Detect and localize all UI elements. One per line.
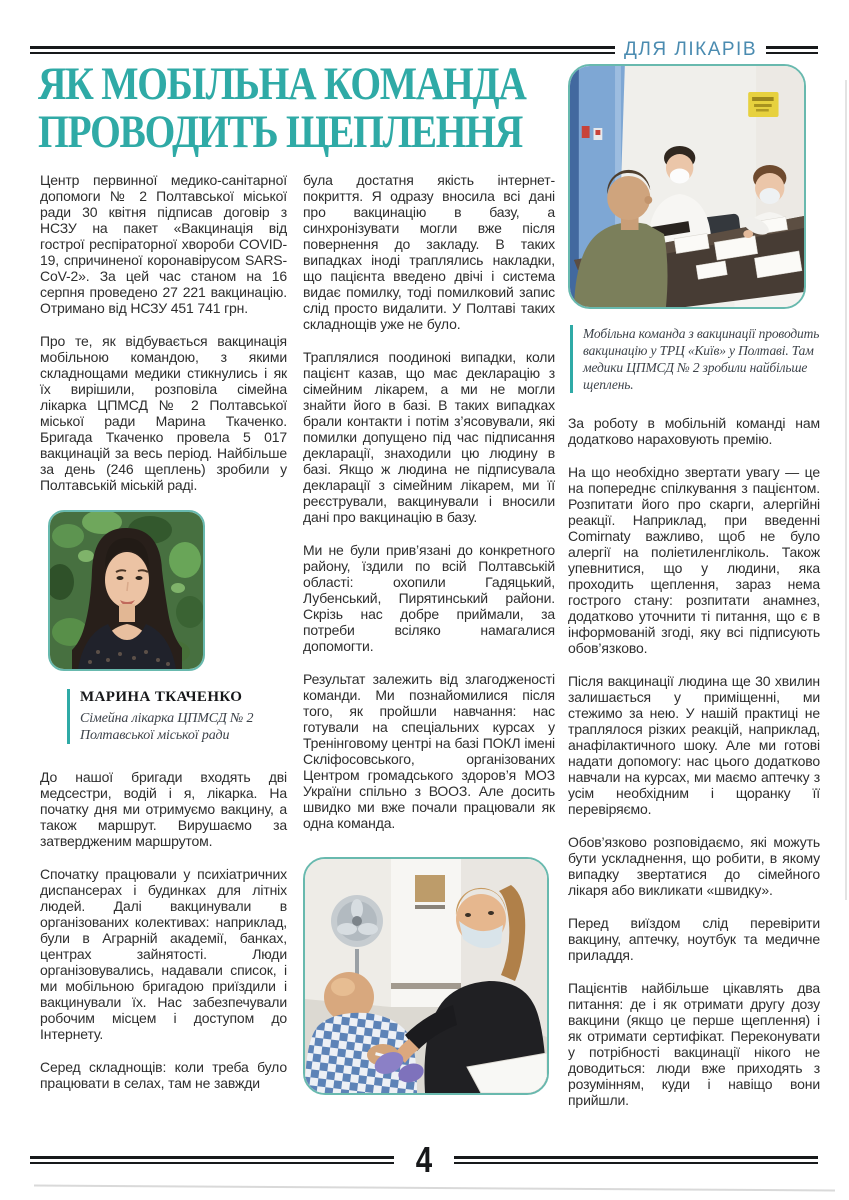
paragraph: Ми не були прив’язані до конкретного району, їздили по всій Полтавській області: охопили Гадяцький, Лубенський, Пирятинський райони. Скрізь нас добре приймали, за потреби всіляко намагалися допомогти. (303, 542, 555, 654)
article-title (38, 60, 526, 156)
column-center (303, 172, 555, 1095)
paragraph: За роботу в мобільній команді нам додатково нараховують премію. (568, 415, 820, 447)
paragraph: До нашої бригади входять дві медсестри, водій і я, лікарка. На початку дня ми отримуємо вакцину, а також маршрут. Вирушаємо за затвердженим маршрутом. (40, 769, 287, 849)
header-rule-right (766, 46, 818, 54)
paragraph: Центр первинної медико-санітарної допомоги № 2 Полтавської міської ради 30 квітня підписав договір з НСЗУ на пакет «Вакцинація від гострої респіраторної хвороби COVID-19, спричиненої коронавірусом SARS-CoV-2». За цей час станом на 16 серпня проведено 27 221 вакцинацію. Отримано від НСЗУ 451 741 грн. (40, 172, 287, 316)
section-label: ДЛЯ ЛІКАРІВ (624, 39, 757, 60)
photo-caption: Мобільна команда з вакцинації проводить вакцинацію у ТРЦ «Київ» у Полтаві. Там медики ЦПМСД № 2 зробили найбільше щеплень. (570, 325, 820, 393)
paragraph: Траплялися поодинокі випадки, коли пацієнт казав, що має декларацію з сімейним лікарем, а ми не могли знайти його в базі. В таких випадках брали контакти і потім з’ясовували, які помилки допущено під час підписання декларації, знаходили цю людину в базі. Якщо ж людина не підписувала декларації з сімейним лікарем, ми її реєстрували, вакцинували і вносили дані про вакцинацію в базу. (303, 349, 555, 525)
paragraph: була достатня якість інтернет-покриття. Я одразу вносила всі дані про вакцинацію в базу, а синхронізувати могли вже після повернення до закладу. В таких випадках іноді траплялись накладки, що пацієнта введено двічі і система видає помилку, тоді помилковий запис слід просто видалити. У Полтаві таких складнощів уже не було. (303, 172, 555, 332)
footer-rule-right (454, 1156, 818, 1164)
scan-edge-artifact (845, 80, 847, 900)
author-caption (67, 689, 287, 744)
paragraph: Спочатку працювали у психіатричних диспансерах і будинках для літніх людей. Далі вакцинували в організованих колективах: наприклад, були в Аграрній академії, банках, центрах зайнятості. Люди організовувались, надавали список, і ми мобільною бригадою приїздили і вакцинували їх. Нас забезпечували робочим місцем і доступом до Інтернету. (40, 866, 287, 1042)
portrait-photo-maryna-tkachenko (48, 510, 205, 671)
author-name: МАРИНА ТКАЧЕНКО (80, 689, 243, 705)
paragraph: Серед складнощів: коли треба було працювати в селах, там не завжди (40, 1059, 287, 1091)
paragraph: Обов’язково розповідаємо, які можуть бути ускладнення, що робити, в якому випадку звертатися до сімейного лікаря або викликати «швидку». (568, 834, 820, 898)
column-left (40, 172, 287, 1091)
page-footer (30, 1139, 818, 1180)
title-line-2: ПРОВОДИТЬ ЩЕПЛЕННЯ (38, 106, 522, 158)
author-role-line-2: Полтавської міської ради (80, 728, 230, 743)
column-right (568, 64, 820, 1108)
scan-edge-artifact (34, 1185, 835, 1192)
mobile-team-illustration (570, 66, 804, 307)
paragraph: Перед виїздом слід перевірити вакцину, аптечку, ноутбук та медичне приладдя. (568, 915, 820, 963)
mobile-team-photo (568, 64, 806, 309)
paragraph: Про те, як відбувається вакцинація мобільною командою, з якими складнощами медики стикнулись і як їх вирішили, розповіла сімейна лікарка ЦПМСД № 2 Полтавської міської ради Марина Ткаченко. Бригада Ткаченко провела 5 017 вакцинацій за весь період. Найбільше за день (246 щеплень) зробили у Полтавській міській раді. (40, 333, 287, 493)
page-number: 4 (415, 1139, 433, 1180)
title-line-1: ЯК МОБІЛЬНА КОМАНДА (38, 58, 526, 110)
page-header (30, 40, 818, 60)
paragraph: На що необхідно звертати увагу — це на попереднє спілкування з пацієнтом. Розпитати його про скарги, алергійні реакції. Наприклад, при введенні Comirnaty важливо, щоб не було алергії на поліетиленгліколь. Також упевнитися, що у людини, яка проходить щеплення, зараз нема гострого стану: розпитати анамнез, додатково уточнити ті питання, що є в інформованій згоді, яку всі підписують обов’язково. (568, 464, 820, 656)
vaccination-photo (303, 857, 549, 1095)
paragraph: Пацієнтів найбільше цікавлять два питання: де і як отримати другу дозу вакцини (якщо це перше щеплення) і як отримати сертифікат. Переконувати у потрібності вакцинації нікого не доводиться: люди вже приходять з розумінням, куди і навіщо вони прийшли. (568, 980, 820, 1108)
header-rule-left (30, 46, 615, 54)
paragraph: Після вакцинації людина ще 30 хвилин залишається у приміщенні, ми стежимо за нею. У нашій практиці не траплялося різких реакцій, наприклад, анафілактичного шоку. Але ми готові надати допомогу: нас цього додатково навчали на курсах, ми маємо аптечку з усім необхідним і щоранку її перевіряємо. (568, 673, 820, 817)
footer-rule-left (30, 1156, 394, 1164)
paragraph: Результат залежить від злагодженості команди. Ми познайомилися після того, як пройшли навчання: нас готували на спеціальних курсах у Тренінговому центрі на базі ПОКЛ імені Скліфосовського, організованих Центром громадського здоров’я МОЗ України спільно з ВООЗ. Але досить швидко ми вже почали працювали як одна команда. (303, 671, 555, 831)
vaccination-illustration (305, 859, 547, 1093)
author-role-line-1: Сімейна лікарка ЦПМСД № 2 (80, 711, 254, 726)
portrait-illustration (50, 512, 203, 669)
